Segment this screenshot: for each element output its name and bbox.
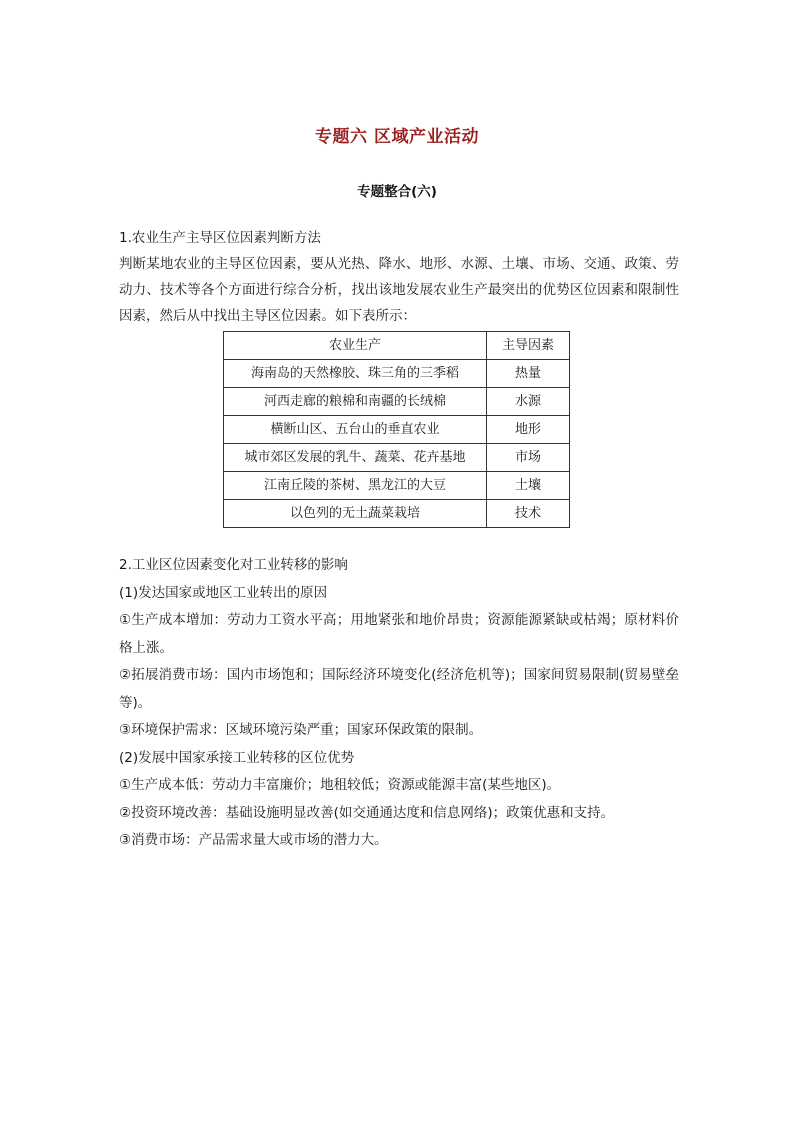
- table-row: [224, 416, 570, 444]
- table-cell: 热量: [487, 360, 570, 388]
- table-cell: 地形: [487, 416, 570, 444]
- table-cell: 以色列的无土蔬菜栽培: [224, 500, 487, 528]
- list-item: ①生产成本低：劳动力丰富廉价；地租较低；资源或能源丰富(某些地区)。: [119, 777, 561, 793]
- table-header-row: [224, 332, 570, 360]
- table-cell: 市场: [487, 444, 570, 472]
- agriculture-factor-table: [223, 331, 570, 528]
- table-cell: 土壤: [487, 472, 570, 500]
- table-cell: 城市郊区发展的乳牛、蔬菜、花卉基地: [224, 444, 487, 472]
- list-item: ③环境保护需求：区域环境污染严重；国家环保政策的限制。: [119, 722, 483, 738]
- section1-paragraph: 判断某地农业的主导区位因素，要从光热、降水、地形、水源、土壤、市场、交通、政策、劳动力、技术等各个方面进行综合分析，找出该地发展农业生产最突出的优势区位因素和限制性因素，然后从中找出主导区位因素。如下表所示：: [119, 256, 679, 324]
- subsection1-heading: (1)发达国家或地区工业转出的原因: [119, 584, 328, 601]
- table-cell: 技术: [487, 500, 570, 528]
- list-item: ①生产成本增加：劳动力工资水平高；用地紧张和地价昂贵；资源能源紧缺或枯竭；原材料价格上涨。: [119, 612, 679, 656]
- section-subtitle: 专题整合(六): [357, 184, 437, 200]
- table-cell: 海南岛的天然橡胶、珠三角的三季稻: [224, 360, 487, 388]
- page-title: 专题六 区域产业活动: [315, 127, 479, 147]
- section2-heading: 2.工业区位因素变化对工业转移的影响: [119, 557, 348, 573]
- agriculture-factor-table-wrap: [223, 331, 679, 528]
- section2: [119, 552, 679, 855]
- table-cell: 水源: [487, 388, 570, 416]
- table-header-cell: 农业生产: [224, 332, 487, 360]
- table-cell: 横断山区、五台山的垂直农业: [224, 416, 487, 444]
- table-row: [224, 360, 570, 388]
- table-row: [224, 388, 570, 416]
- table-cell: 河西走廊的粮棉和南疆的长绒棉: [224, 388, 487, 416]
- table-cell: 江南丘陵的茶树、黑龙江的大豆: [224, 472, 487, 500]
- list-item: ②投资环境改善：基础设施明显改善(如交通通达度和信息网络)；政策优惠和支持。: [119, 804, 615, 821]
- list-item: ③消费市场：产品需求量大或市场的潜力大。: [119, 832, 388, 848]
- document-body: [119, 225, 679, 855]
- table-row: [224, 472, 570, 500]
- list-item: ②拓展消费市场：国内市场饱和；国际经济环境变化(经济危机等)；国家间贸易限制(贸易壁垒等)。: [119, 667, 679, 711]
- table-row: [224, 444, 570, 472]
- table-header-cell: 主导因素: [487, 332, 570, 360]
- table-row: [224, 500, 570, 528]
- subsection2-heading: (2)发展中国家承接工业转移的区位优势: [119, 749, 355, 766]
- section1-heading: 1.农业生产主导区位因素判断方法: [119, 230, 321, 246]
